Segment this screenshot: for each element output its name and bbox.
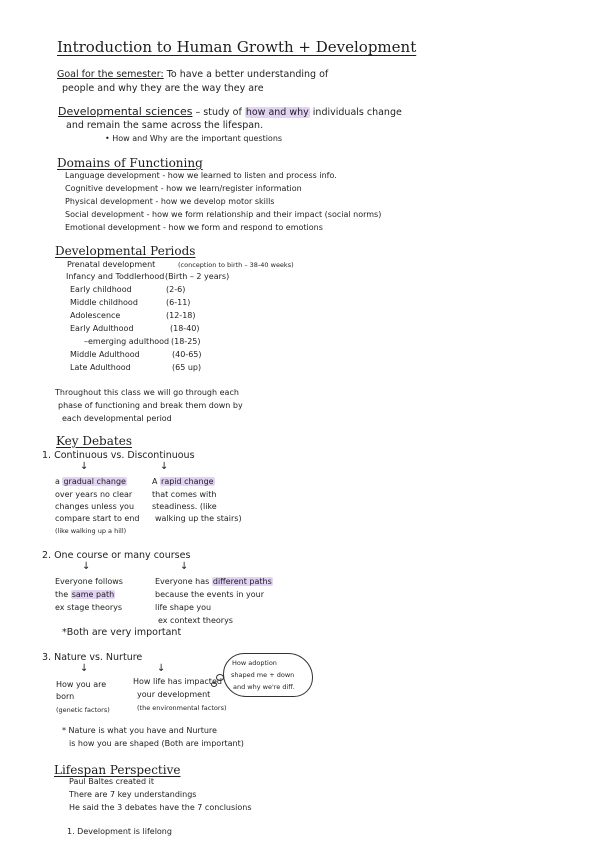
lifespan-item: 1. Development is lifelong <box>67 827 172 836</box>
down-arrow-icon: ↓ <box>180 561 189 572</box>
goal-text-2: people and why they are the way they are <box>62 83 264 94</box>
dev-sciences-prefix: – study of <box>195 107 242 118</box>
bubble-line: How adoption <box>232 659 277 667</box>
domain-item: Cognitive development - how we learn/register information <box>65 184 302 193</box>
debate-3-right-line: your development <box>137 690 211 699</box>
highlight-different-paths: different paths <box>212 577 272 586</box>
debate-1-left-line: (like walking up a hill) <box>55 527 127 535</box>
down-arrow-icon: ↓ <box>80 461 89 472</box>
bubble-line: shaped me + down <box>231 671 295 679</box>
down-arrow-icon: ↓ <box>160 461 169 472</box>
debate-3-note: is how you are shaped (Both are important) <box>69 739 244 748</box>
dev-sciences-label: Developmental sciences <box>58 105 193 118</box>
debate-1-right-line: steadiness. (like <box>152 502 217 511</box>
period-range: (40-65) <box>172 350 202 359</box>
page-title: Introduction to Human Growth + Development <box>57 38 417 56</box>
goal-line <box>57 70 328 80</box>
period-range: (6-11) <box>166 298 191 307</box>
period-name: Infancy and Toddlerhood <box>66 272 165 281</box>
debate-1-left-a: a <box>55 477 60 486</box>
debate-2-title: 2. One course or many courses <box>42 550 191 561</box>
debate-2-left-the: the <box>55 590 69 599</box>
debate-3-note: * Nature is what you have and Nurture <box>62 726 217 735</box>
domain-item: Emotional development - how we form and respond to emotions <box>65 223 323 232</box>
down-arrow-icon: ↓ <box>82 561 91 572</box>
highlight-same-path: same path <box>71 590 115 599</box>
period-range: (Birth – 2 years) <box>165 272 230 281</box>
period-name: Adolescence <box>70 311 121 320</box>
dev-sciences-line-2: and remain the same across the lifespan. <box>66 120 264 131</box>
period-name: Middle childhood <box>70 298 138 307</box>
highlight-rapid-change: rapid change <box>161 477 214 486</box>
debate-1-right-head <box>152 478 215 486</box>
domain-item: Language development - how we learned to listen and process info. <box>65 171 337 180</box>
period-name: Prenatal development <box>67 260 156 269</box>
debate-2-note: *Both are very important <box>62 627 182 638</box>
debate-3-left-line: born <box>56 692 75 701</box>
periods-heading: Developmental Periods <box>55 244 196 258</box>
thought-bubble-tail <box>211 682 217 687</box>
thought-bubble-tail <box>216 674 224 681</box>
debate-1-left-head <box>55 478 127 486</box>
period-name: –emerging adulthood <box>84 337 170 346</box>
debate-1-right-line: that comes with <box>152 490 217 499</box>
debate-2-right-head <box>155 578 273 586</box>
debate-2-left-line: Everyone follows <box>55 577 123 586</box>
highlight-how-and-why: how and why <box>245 107 309 118</box>
period-name: Early childhood <box>70 285 132 294</box>
debate-3-right-line: How life has impacted <box>133 677 222 686</box>
lifespan-line: There are 7 key understandings <box>69 790 197 799</box>
highlight-gradual-change: gradual change <box>63 477 126 486</box>
key-debates-heading: Key Debates <box>56 434 132 448</box>
debate-2-right-line: life shape you <box>155 603 212 612</box>
domain-item: Social development - how we form relationship and their impact (social norms) <box>65 210 382 219</box>
debate-1-right-line: walking up the stairs) <box>155 514 242 523</box>
debate-2-right-prefix: Everyone has <box>155 577 210 586</box>
debate-3-left-line: How you are <box>56 680 107 689</box>
dev-sciences-bullet: • How and Why are the important questions <box>105 134 283 143</box>
period-name: Late Adulthood <box>70 363 131 372</box>
debate-2-right-line: ex context theorys <box>158 616 233 625</box>
period-name: Middle Adulthood <box>70 350 140 359</box>
debate-1-left-line: compare start to end <box>55 514 140 523</box>
debate-3-right-line: (the environmental factors) <box>137 704 227 712</box>
domain-item: Physical development - how we develop motor skills <box>65 197 275 206</box>
debate-2-right-line: because the events in your <box>155 590 264 599</box>
period-range: (18-25) <box>171 337 201 346</box>
goal-label: Goal for the semester: <box>57 69 164 80</box>
goal-text: To have a better understanding of <box>166 69 329 80</box>
throughout-line: Throughout this class we will go through each <box>55 388 239 397</box>
debate-2-left-line: ex stage theorys <box>55 603 123 612</box>
lifespan-line: He said the 3 debates have the 7 conclusions <box>69 803 252 812</box>
period-range: (12-18) <box>166 311 196 320</box>
bubble-line: and why we're diff. <box>233 683 295 691</box>
period-range: (conception to birth – 38-40 weeks) <box>178 261 294 269</box>
throughout-line: phase of functioning and break them down by <box>58 401 243 410</box>
debate-3-left-line: (genetic factors) <box>56 706 110 714</box>
lifespan-line: Paul Baltes created it <box>69 777 154 786</box>
lifespan-heading: Lifespan Perspective <box>54 763 181 777</box>
throughout-line: each developmental period <box>62 414 172 423</box>
period-name: Early Adulthood <box>70 324 134 333</box>
debate-1-title: 1. Continuous vs. Discontinuous <box>42 450 195 461</box>
debate-1-right-a: A <box>152 477 158 486</box>
period-range: (18-40) <box>170 324 200 333</box>
debate-2-left-line <box>55 591 115 599</box>
period-range: (2-6) <box>166 285 186 294</box>
dev-sciences-suffix: individuals change <box>312 107 402 118</box>
period-range: (65 up) <box>172 363 202 372</box>
debate-1-left-line: over years no clear <box>55 490 133 499</box>
dev-sciences-line <box>58 106 402 118</box>
debate-1-left-line: changes unless you <box>55 502 135 511</box>
debate-3-title: 3. Nature vs. Nurture <box>42 652 143 663</box>
domains-heading: Domains of Functioning <box>57 156 203 170</box>
down-arrow-icon: ↓ <box>157 663 166 674</box>
down-arrow-icon: ↓ <box>80 663 89 674</box>
